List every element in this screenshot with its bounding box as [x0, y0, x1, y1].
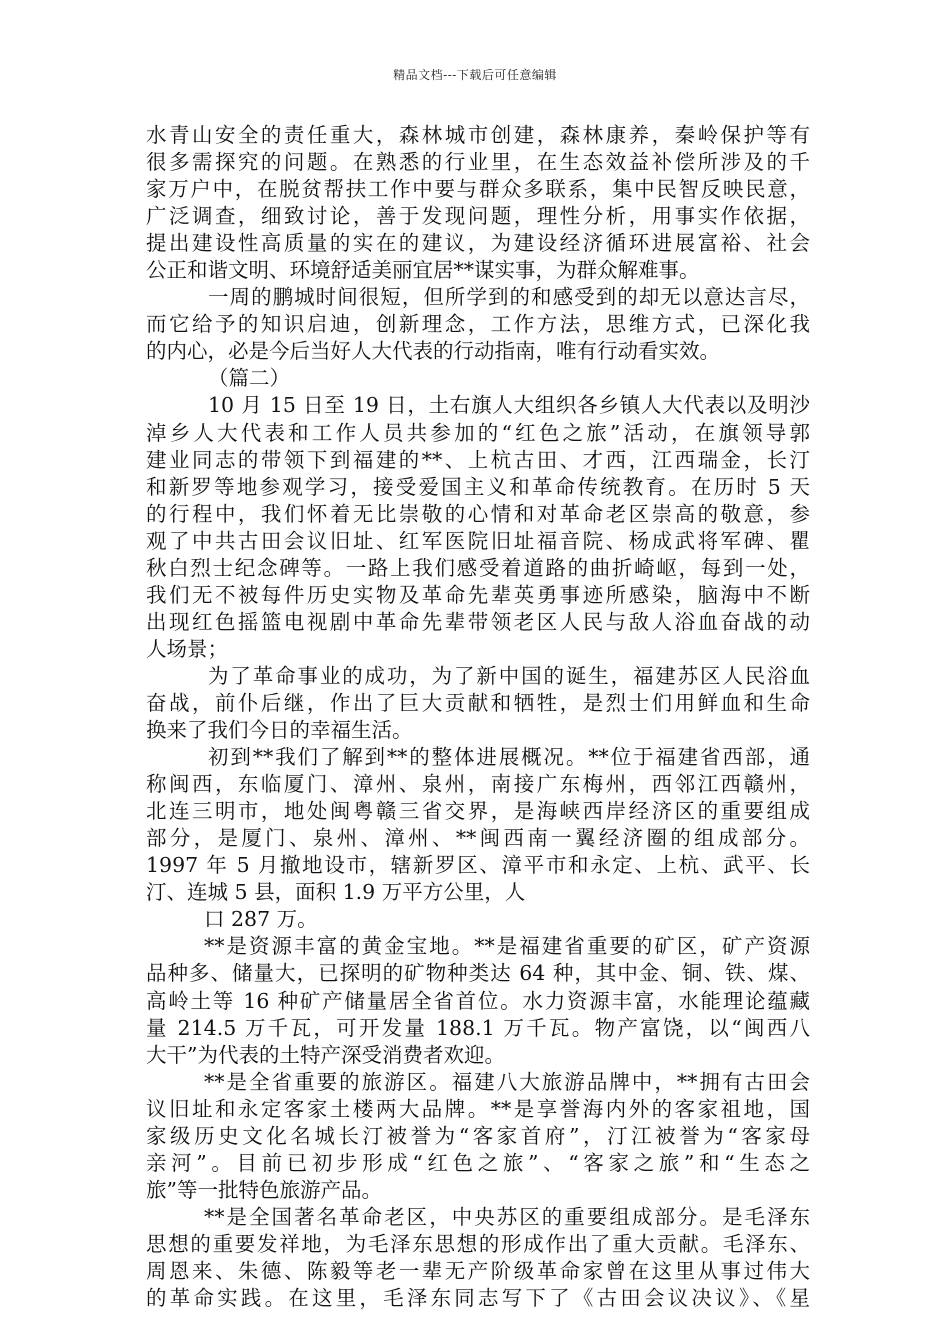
text-line: 议旧址和永定客家土楼两大品牌。**是享誉海内外的客家祖地，国 [146, 1096, 810, 1121]
text-line: 初到**我们了解到**的整体进展概况。**位于福建省西部，通 [208, 745, 810, 770]
text-line: 家级历史文化名城长汀被誉为“客家首府”，汀江被誉为“客家母 [146, 1123, 810, 1148]
text-line: 的革命实践。在这里，毛泽东同志写下了《古田会议决议》、《星 [146, 1286, 810, 1311]
text-line: 广泛调查，细致讨论，善于发现问题，理性分析，用事实作依据， [146, 204, 810, 229]
paragraph [146, 1204, 810, 1312]
text-line: 公正和谐文明、环境舒适美丽宜居**谋实事，为群众解难事。 [146, 258, 700, 283]
document-body [146, 122, 810, 1312]
text-line: 大干”为代表的土特产深受消费者欢迎。 [146, 1042, 505, 1067]
text-line: 水青山安全的责任重大，森林城市创建，森林康养，秦岭保护等有 [146, 123, 810, 147]
text-line: 人场景； [146, 636, 228, 661]
text-line: **是全省重要的旅游区。福建八大旅游品牌中，**拥有古田会 [204, 1069, 810, 1094]
text-line: 称闽西，东临厦门、漳州、泉州，南接广东梅州，西邻江西赣州， [146, 772, 810, 797]
text-line: 观了中共古田会议旧址、红军医院旧址福音院、杨成武将军碑、瞿 [146, 528, 810, 553]
paragraph [146, 284, 810, 365]
text-line: 一周的鹏城时间很短，但所学到的和感受到的却无以意达言尽， [208, 285, 810, 310]
section-heading-text: （篇二） [208, 366, 290, 391]
text-line: 口 287 万。 [204, 907, 318, 932]
text-line: 高岭土等 16 种矿产储量居全省首位。水力资源丰富，水能理论蕴藏 [146, 988, 810, 1013]
paragraph [146, 906, 810, 933]
text-line: 为了革命事业的成功，为了新中国的诞生，福建苏区人民浴血 [208, 663, 810, 688]
text-line: 家万户中，在脱贫帮扶工作中要与群众多联系，集中民智反映民意， [146, 177, 810, 202]
text-line: 秋白烈士纪念碑等。一路上我们感受着道路的曲折崎岖，每到一处， [146, 555, 810, 580]
text-line: 汀、连城 5 县，面积 1.9 万平方公里，人 [146, 880, 526, 905]
text-line: 北连三明市，地处闽粤赣三省交界，是海峡西岸经济区的重要组成 [146, 799, 810, 824]
text-line: 奋战，前仆后继，作出了巨大贡献和牺牲，是烈士们用鲜血和生命 [146, 690, 810, 715]
paragraph [146, 392, 810, 662]
text-line: 的内心，必是今后当好人大代表的行动指南，唯有行动看实效。 [146, 339, 720, 364]
text-line: 出现红色摇篮电视剧中革命先辈带领老区人民与敌人浴血奋战的动 [146, 609, 810, 634]
text-line: 我们无不被每件历史实物及革命先辈英勇事迹所感染，脑海中不断 [146, 582, 810, 607]
paragraph [146, 1069, 810, 1204]
text-line: 量 214.5 万千瓦，可开发量 188.1 万千瓦。物产富饶，以“闽西八 [146, 1015, 810, 1040]
text-line: 的行程中，我们怀着无比崇敬的心情和对革命老区崇高的敬意，参 [146, 501, 810, 526]
text-line: 旅”等一批特色旅游产品。 [146, 1177, 382, 1202]
text-line: 而它给予的知识启迪，创新理念，工作方法，思维方式，已深化我 [146, 312, 810, 337]
text-line: 品种多、储量大，已探明的矿物种类达 64 种，其中金、铜、铁、煤、 [146, 961, 810, 986]
text-line: 10 月 15 日至 19 日，土右旗人大组织各乡镇人大代表以及明沙 [208, 393, 810, 418]
paragraph [146, 122, 810, 284]
page-header: 精品文档---下载后可任意编辑 [393, 68, 557, 82]
text-line: 和新罗等地参观学习，接受爱国主义和革命传统教育。在历时 5 天 [146, 474, 810, 499]
text-line: 部分，是厦门、泉州、漳州、**闽西南一翼经济圈的组成部分。 [146, 826, 810, 851]
text-line: 提出建设性高质量的实在的建议，为建设经济循环进展富裕、社会 [146, 231, 810, 256]
text-line: 周恩来、朱德、陈毅等老一辈无产阶级革命家曾在这里从事过伟大 [146, 1258, 810, 1283]
text-line: 换来了我们今日的幸福生活。 [146, 718, 413, 743]
text-line: **是资源丰富的黄金宝地。**是福建省重要的矿区，矿产资源 [204, 934, 810, 959]
paragraph [146, 744, 810, 906]
paragraph [146, 933, 810, 1068]
section-heading [146, 365, 810, 392]
paragraph [146, 663, 810, 744]
text-line: 很多需探究的问题。在熟悉的行业里，在生态效益补偿所涉及的千 [146, 150, 810, 175]
text-line: 亲河”。目前已初步形成“红色之旅”、“客家之旅”和“生态之 [146, 1150, 810, 1175]
text-line: 1997 年 5 月撤地设市，辖新罗区、漳平市和永定、上杭、武平、长 [146, 853, 810, 878]
text-line: 淖乡人大代表和工作人员共参加的“红色之旅”活动，在旗领导郭 [146, 420, 810, 445]
text-line: 建业同志的带领下到福建的**、上杭古田、才西，江西瑞金，长汀 [146, 447, 810, 472]
text-line: **是全国著名革命老区，中央苏区的重要组成部分。是毛泽东 [204, 1204, 810, 1229]
text-line: 思想的重要发祥地，为毛泽东思想的形成作出了重大贡献。毛泽东、 [146, 1231, 810, 1256]
